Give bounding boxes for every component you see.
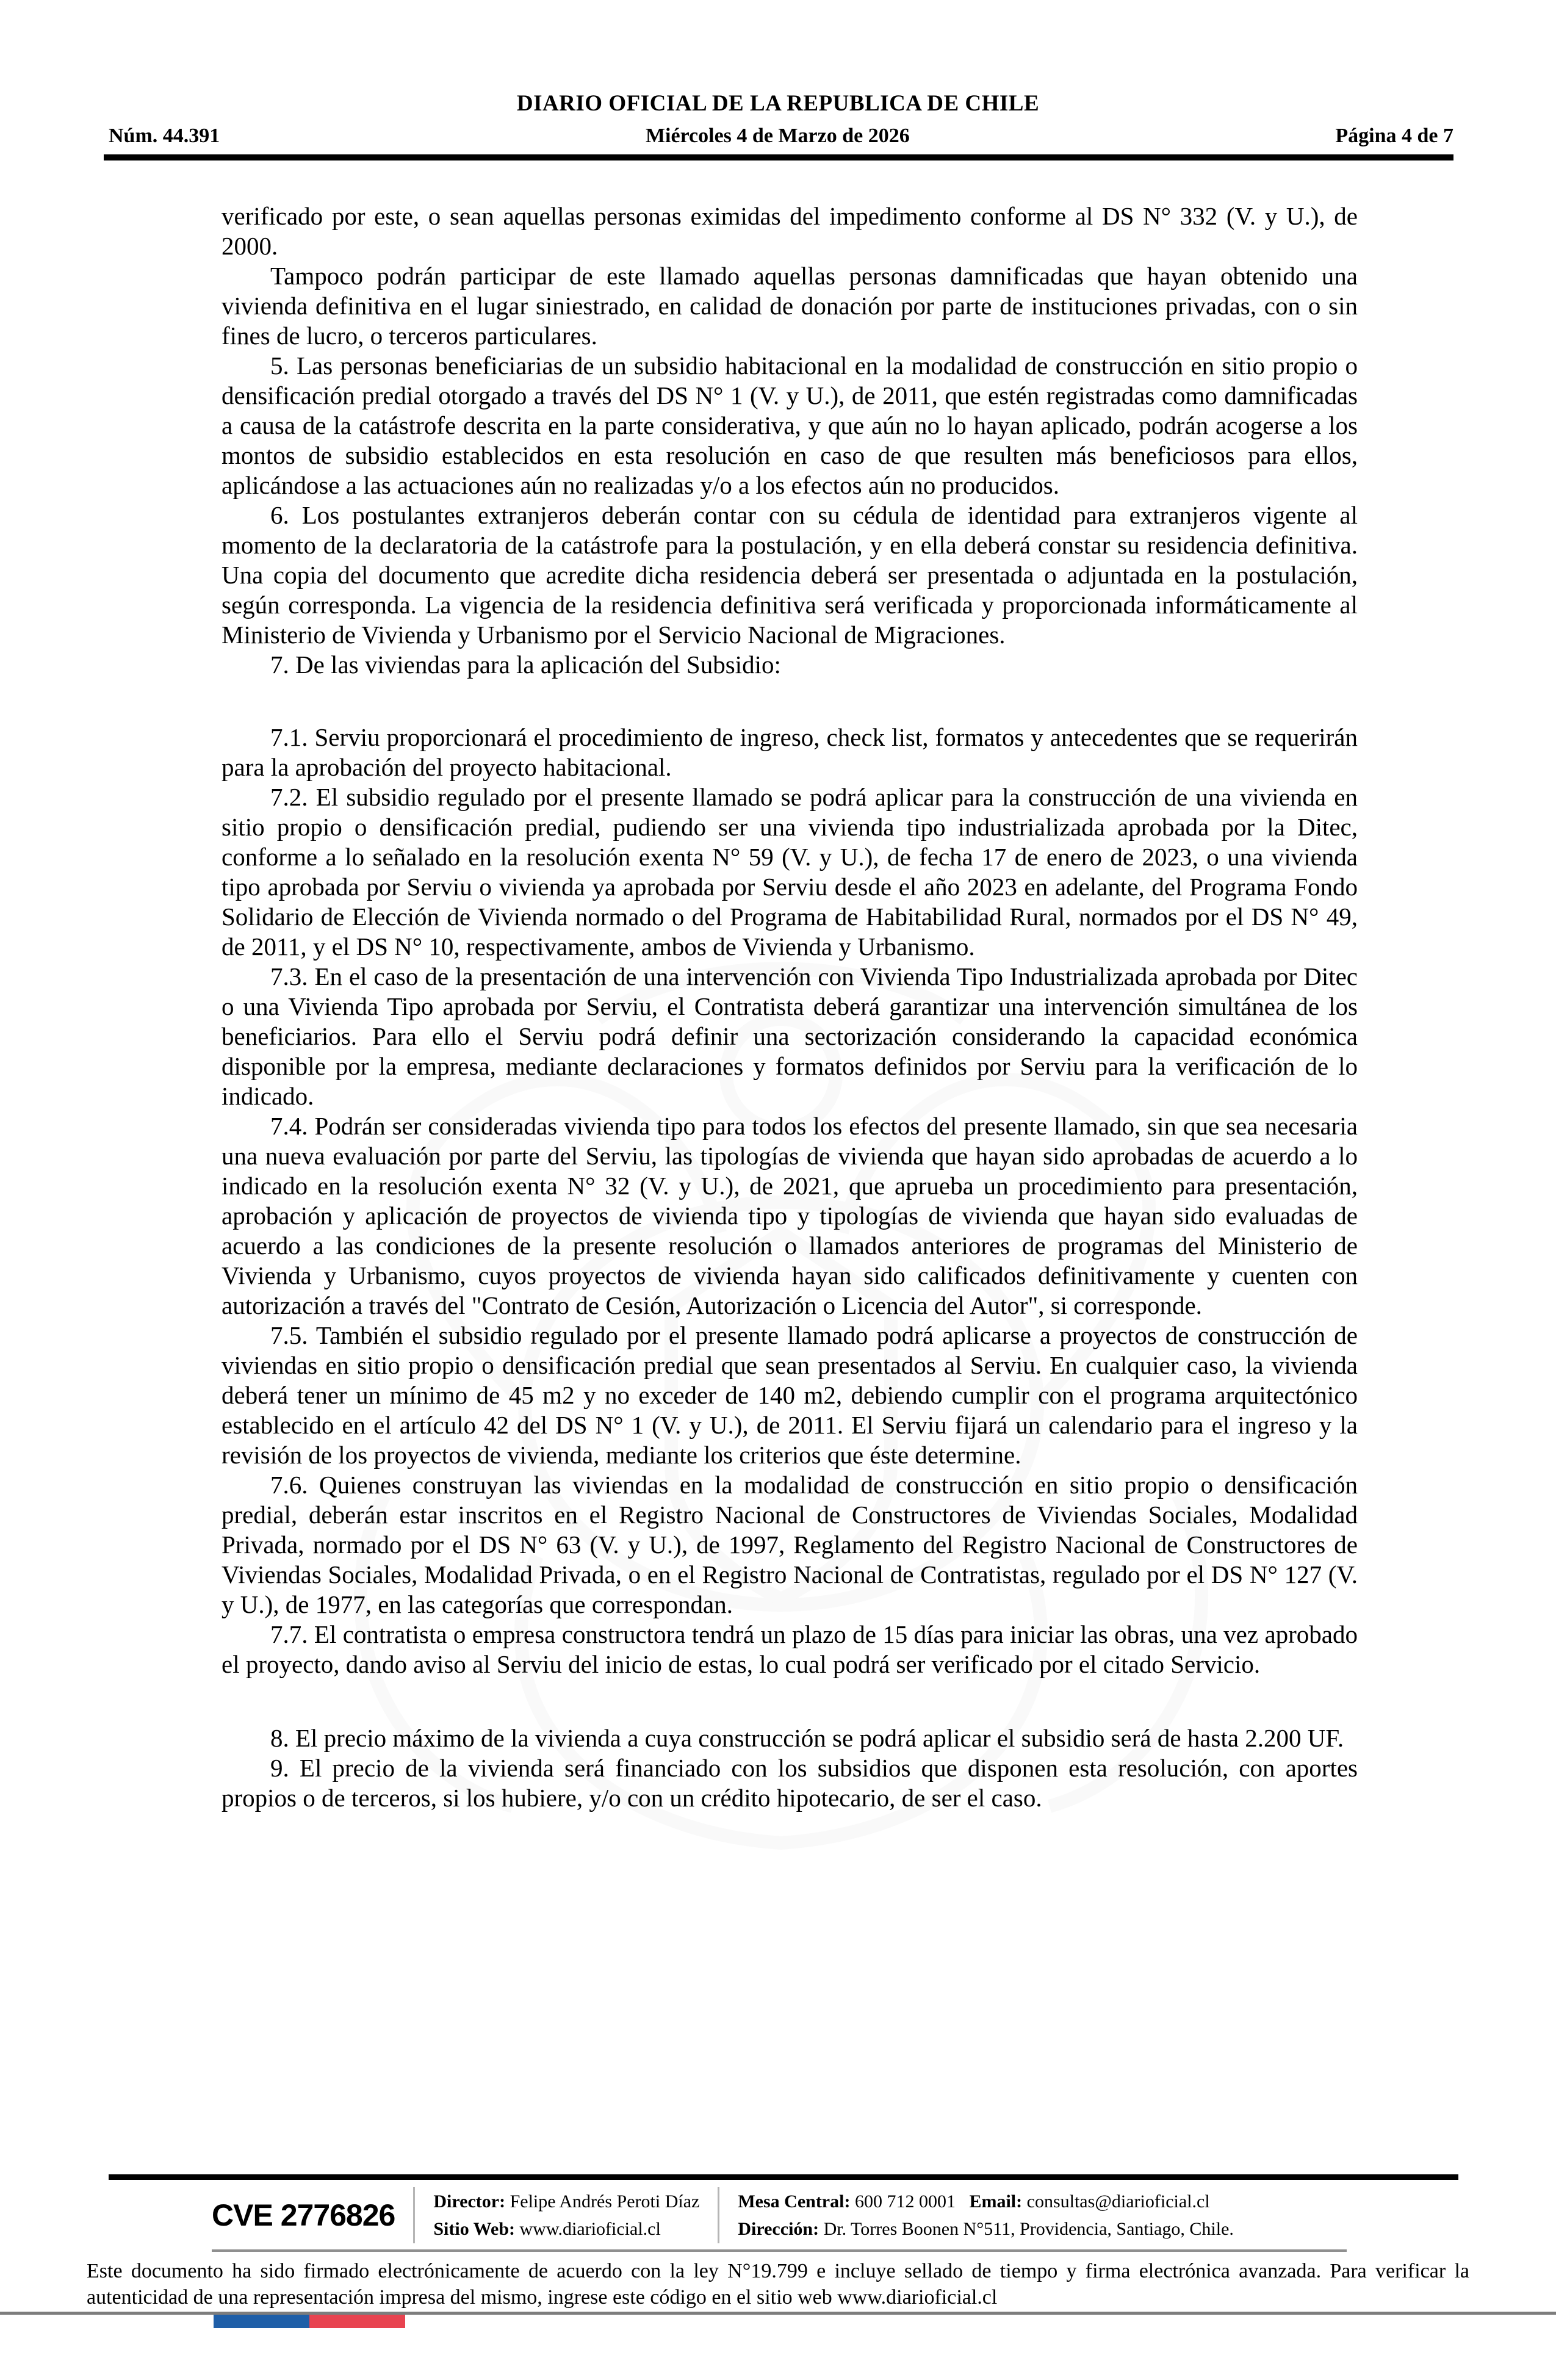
phone-email-line (738, 2188, 1234, 2215)
email-label: Email: (969, 2191, 1023, 2212)
paragraph-5: 5. Las personas beneficiarias de un subsidio habitacional en la modalidad de construcción en sitio propio o densificación predial otorgado a través del DS N° 1 (V. y U.), de 2011, que estén registradas como damnificadas a causa de la catástrofe descrita en la parte considerativa, y que aún no lo hayan aplicado, podrán acogerse a los montos de subsidio establecidos en esta resolución en caso de que resulten más beneficiosos para ellos, aplicándose a las actuaciones aún no realizadas y/o a los efectos aún no producidos. (222, 352, 1358, 499)
paragraph-7-4: 7.4. Podrán ser consideradas vivienda tipo para todos los efectos del presente llamado, sin que sea necesaria una nueva evaluación por parte del Serviu, las tipologías de vivienda que hayan sido aprobadas de acuerdo a lo indicado en la resolución exenta N° 32 (V. y U.), de 2021, que aprueba un procedimiento para presentación, aprobación y aplicación de proyectos de vivienda tipo y tipologías de vivienda que hayan sido evaluadas de acuerdo a las condiciones de la presente resolución o llamados anteriores de programas del Ministerio de Vivienda y Urbanismo, cuyos proyectos de vivienda hayan sido calificados definitivamente y cuenten con autorización a través del "Contrato de Cesión, Autorización o Licencia del Autor", si corresponde. (222, 1112, 1358, 1319)
paragraph-7: 7. De las viviendas para la aplicación del Subsidio: (270, 651, 781, 679)
website-value: www.diarioficial.cl (515, 2219, 661, 2239)
chile-flag-bars (214, 2315, 405, 2328)
header-meta-row (109, 124, 1453, 148)
paragraph-9: 9. El precio de la vivienda será financiado con los subsidios que disponen esta resolución, con aportes propios o de terceros, si los hubiere, y/o con un crédito hipotecario, de ser el caso. (222, 1754, 1358, 1812)
address-value: Dr. Torres Boonen N°511, Providencia, Santiago, Chile. (819, 2219, 1234, 2239)
paragraph-7-7: 7.7. El contratista o empresa constructora tendrá un plazo de 15 días para iniciar las obras, una vez aprobado el proyecto, dando aviso al Serviu del inicio de estas, lo cual podrá ser verificado por el citado Servicio. (222, 1620, 1358, 1678)
director-label: Director: (433, 2191, 506, 2212)
director-value: Felipe Andrés Peroti Díaz (505, 2191, 700, 2212)
paragraph-7-5: 7.5. También el subsidio regulado por el presente llamado podrá aplicarse a proyectos de construcción de viviendas en sitio propio o densificación predial que sean presentados al Serviu. En cualquier caso, la vivienda deberá tener un mínimo de 45 m2 y no exceder de 140 m2, debiendo cumplir con el programa arquitectónico establecido en el artículo 42 del DS N° 1 (V. y U.), de 2011. El Serviu fijará un calendario para el ingreso y la revisión de los proyectos de vivienda, mediante los criterios que éste determine. (222, 1321, 1358, 1469)
section-gap (222, 1679, 1358, 1723)
website-line (433, 2215, 699, 2243)
page-indicator: Página 4 de 7 (1335, 124, 1453, 147)
cve-number: CVE 2776826 (212, 2198, 395, 2232)
paragraph-7-6: 7.6. Quienes construyan las viviendas en la modalidad de construcción en sitio propio o densificación predial, deberán estar inscritos en el Registro Nacional de Constructores de Viviendas Sociales, Modalidad Privada, normado por el DS N° 63 (V. y U.), de 1997, Reglamento del Registro Nacional de Constructores de Viviendas Sociales, Modalidad Privada, o en el Registro Nacional de Contratistas, regulado por el DS N° 127 (V. y U.), de 1977, en las categorías que correspondan. (222, 1471, 1358, 1618)
phone-label: Mesa Central: (738, 2191, 851, 2212)
address-line (738, 2215, 1234, 2243)
issue-number: Núm. 44.391 (109, 124, 220, 147)
paragraph-7-1: 7.1. Serviu proporcionará el procedimiento de ingreso, check list, formatos y antecedentes que se requerirán para la aprobación del proyecto habitacional. (222, 723, 1358, 781)
flag-red-bar (309, 2315, 405, 2328)
flag-blue-bar (214, 2315, 309, 2328)
director-column (413, 2187, 699, 2243)
header-divider (104, 154, 1453, 160)
legal-notice: Este documento ha sido firmado electrónicamente de acuerdo con la ley N°19.799 e incluye sellado de tiempo y firma electrónica avanzada. Para verificar la autenticidad de una representación impresa del mismo, ingrese este código en el sitio web www.diarioficial.cl (87, 2260, 1469, 2309)
paragraph-7-2: 7.2. El subsidio regulado por el presente llamado se podrá aplicar para la construcción de una vivienda en sitio propio o densificación predial, pudiendo ser una vivienda tipo industrializada aprobada por la Ditec, conforme a lo señalado en la resolución exenta N° 59 (V. y U.), de fecha 17 de enero de 2023, o una vivienda tipo aprobada por Serviu o vivienda ya aprobada por Serviu desde el año 2023 en adelante, del Programa Fondo Solidario de Elección de Vivienda normado o del Programa de Habitabilidad Rural, normados por el DS N° 49, de 2011, y el DS N° 10, respectivamente, ambos de Vivienda y Urbanismo. (222, 783, 1358, 961)
newspaper-masthead: DIARIO OFICIAL DE LA REPUBLICA DE CHILE (516, 91, 1040, 116)
paragraph-continuation: verificado por este, o sean aquellas personas eximidas del impedimento conforme al DS N° 332 (V. y U.), de 2000. (222, 202, 1358, 260)
email-value: consultas@diarioficial.cl (1022, 2191, 1210, 2212)
cve-box (212, 2187, 1475, 2243)
phone-value: 600 712 0001 (850, 2191, 956, 2212)
website-label: Sitio Web: (433, 2219, 515, 2239)
paragraph-7-3: 7.3. En el caso de la presentación de una intervención con Vivienda Tipo Industrializada aprobada por Ditec o una Vivienda Tipo aprobada por Serviu, el Contratista deberá garantizar una intervención simultánea de los beneficiarios. Para ello el Serviu podrá definir una sectorización considerando la capacidad económica disponible por la empresa, mediante declaraciones y formatos definidos por Serviu para la verificación de lo indicado. (222, 962, 1358, 1110)
contact-column (718, 2187, 1234, 2243)
footer-gray-divider (212, 2249, 1347, 2252)
document-body (222, 201, 1358, 1813)
paragraph-tampoco: Tampoco podrán participar de este llamado aquellas personas damnificadas que hayan obtenido una vivienda definitiva en el lugar siniestrado, en calidad de donación por parte de instituciones privadas, con o sin fines de lucro, o terceros particulares. (222, 262, 1358, 350)
issue-date: Miércoles 4 de Marzo de 2026 (645, 124, 910, 147)
paragraph-8: 8. El precio máximo de la vivienda a cuya construcción se podrá aplicar el subsidio será de hasta 2.200 UF. (270, 1724, 1344, 1752)
section-gap (222, 680, 1358, 723)
footer-top-divider (109, 2174, 1458, 2180)
paragraph-6: 6. Los postulantes extranjeros deberán contar con su cédula de identidad para extranjeros vigente al momento de la declaratoria de la catástrofe para la postulación, y en ella deberá constar su residencia definitiva. Una copia del documento que acredite dicha residencia deberá ser presentada o adjuntada en la postulación, según corresponda. La vigencia de la residencia definitiva será verificada y proporcionada informáticamente al Ministerio de Vivienda y Urbanismo por el Servicio Nacional de Migraciones. (222, 501, 1358, 649)
address-label: Dirección: (738, 2219, 819, 2239)
director-line (433, 2188, 699, 2215)
